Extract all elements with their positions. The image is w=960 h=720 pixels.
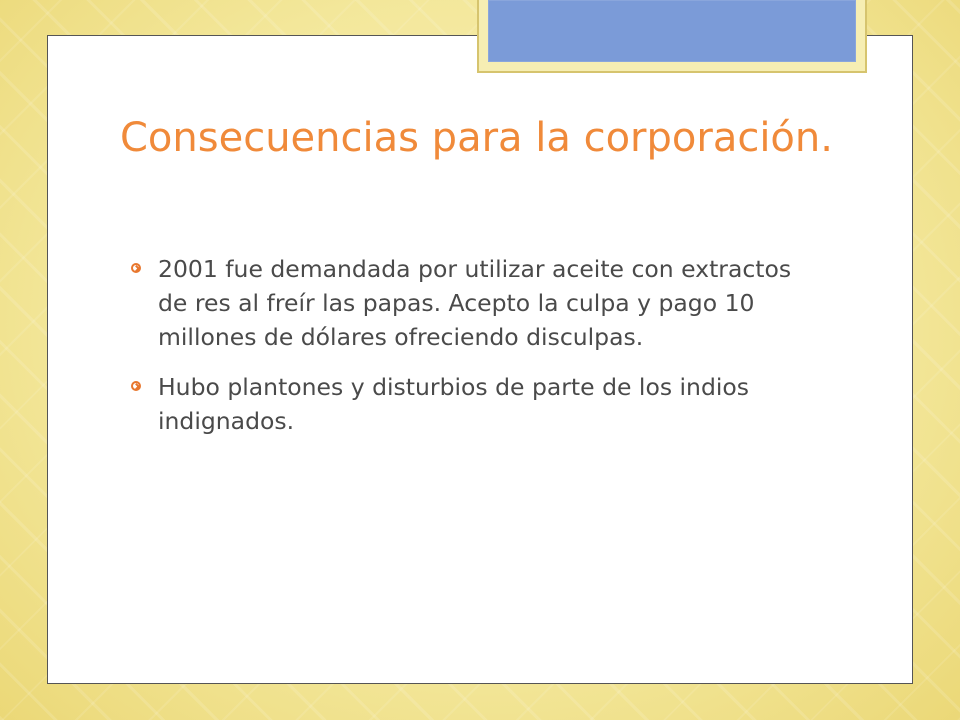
bullet-list [131,252,811,454]
decorative-accent-frame [477,0,867,73]
arrow-circle-bullet-icon [131,263,141,273]
bullet-text: Hubo plantones y disturbios de parte de los indios indignados. [158,373,750,435]
slide-title: Consecuencias para la corporación. [120,115,833,161]
arrow-circle-bullet-icon [131,381,141,391]
decorative-accent-box [488,0,856,62]
bullet-text: 2001 fue demandada por utilizar aceite con extractos de res al freír las papas. Acepto la culpa y pago 10 millones de dólares ofreciendo disculpas. [158,255,792,351]
bullet-item [131,252,811,354]
bullet-item [131,370,811,438]
